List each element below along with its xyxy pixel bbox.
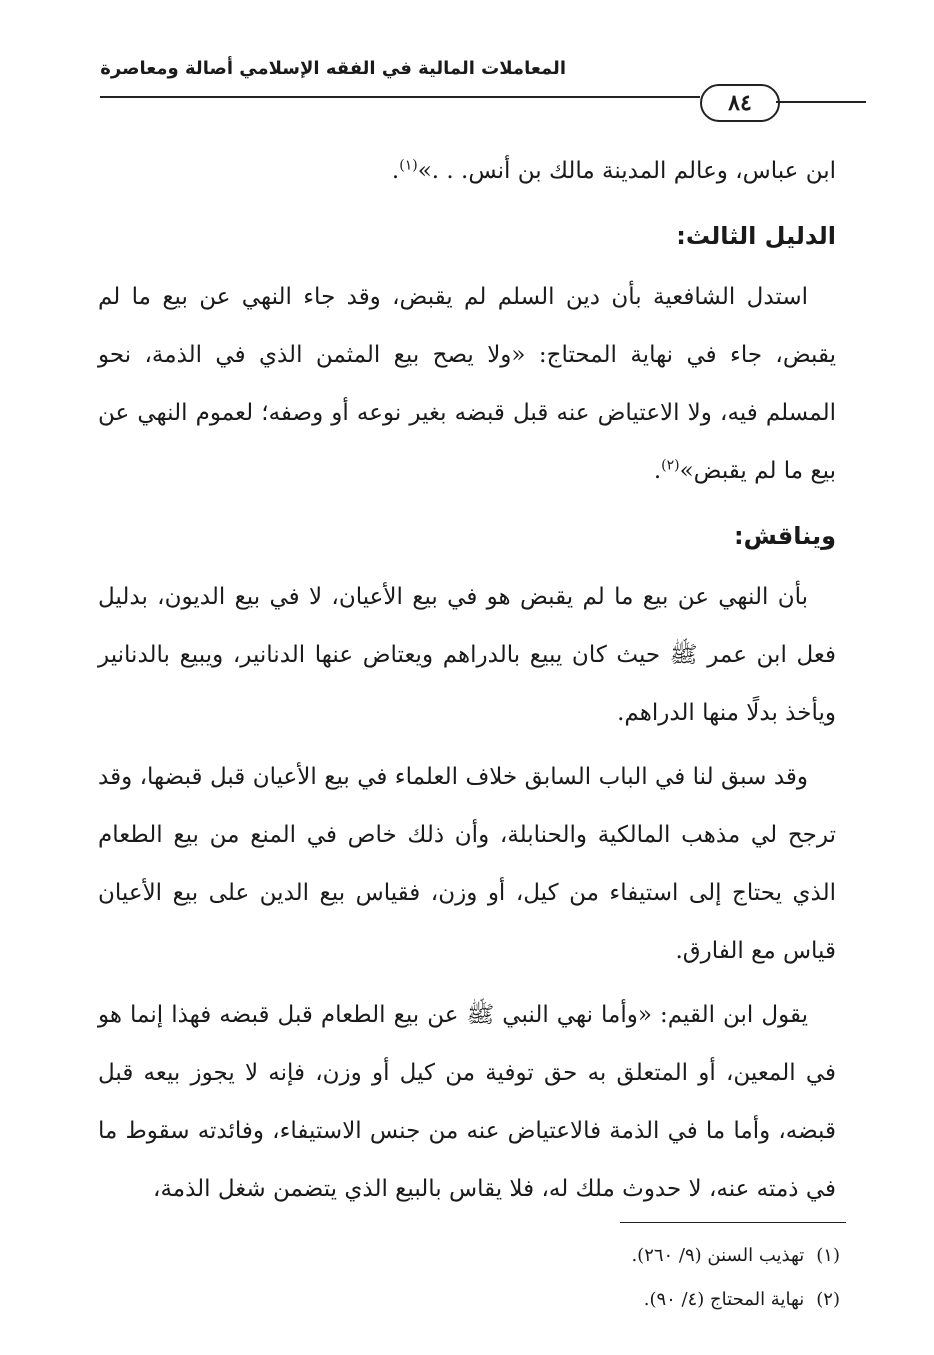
footnote-separator <box>620 1222 846 1223</box>
paragraph-2-text: استدل الشافعية بأن دين السلم لم يقبض، وقد جاء النهي عن بيع ما لم يقبض، جاء في نهاية المحتاج: «ولا يصح بيع المثمن الذي في الذمة، نحو المسلم فيه، ولا الاعتياض عنه قبل قبضه بغير نوعه أو وصفه؛ لعموم النهي عن بيع ما لم يقبض» <box>98 284 836 484</box>
footnote-2-number: (٢) <box>816 1289 840 1310</box>
section-heading-discussion: ويناقش: <box>734 522 836 550</box>
paragraph-1 <box>98 142 836 200</box>
footnote-2-text: نهاية المحتاج (٤/ ٩٠). <box>643 1289 805 1310</box>
footnote-1-text: تهذيب السنن (٩/ ٢٦٠). <box>631 1245 805 1266</box>
footnote-ref-1[interactable]: (١) <box>399 157 418 174</box>
footnote-ref-2[interactable]: (٢) <box>661 457 680 474</box>
paragraph-2 <box>98 268 836 500</box>
footnotes <box>340 1234 840 1322</box>
footnote-1 <box>340 1234 840 1278</box>
paragraph-1-end: . <box>391 158 400 184</box>
header-rule <box>100 96 700 98</box>
footnote-2 <box>340 1278 840 1322</box>
footnote-1-number: (١) <box>816 1245 840 1266</box>
paragraph-3: بأن النهي عن بيع ما لم يقبض هو في بيع الأعيان، لا في بيع الديون، بدليل فعل ابن عمر ﷺ حيث كان يبيع بالدراهم ويعتاض عنها الدنانير، ويبيع بالدنانير ويأخذ بدلًا منها الدراهم. <box>98 584 836 726</box>
body-text <box>98 142 836 1218</box>
paragraph-2-end: . <box>653 458 662 484</box>
page-number: ٨٤ <box>700 84 780 122</box>
section-heading-third-evidence: الدليل الثالث: <box>676 222 836 250</box>
header-rule-right <box>776 101 866 103</box>
paragraph-4: وقد سبق لنا في الباب السابق خلاف العلماء في بيع الأعيان قبل قبضها، وقد ترجح لي مذهب المالكية والحنابلة، وأن ذلك خاص في المنع من بيع الطعام الذي يحتاج إلى استيفاء من كيل، أو وزن، فقياس بيع الدين على بيع الأعيان قياس مع الفارق. <box>98 764 836 964</box>
running-header-title: المعاملات المالية في الفقه الإسلامي أصالة ومعاصرة <box>100 58 566 79</box>
paragraph-5: يقول ابن القيم: «وأما نهي النبي ﷺ عن بيع الطعام قبل قبضه فهذا إنما هو في المعين، أو المتعلق به حق توفية من كيل أو وزن، فإنه لا يجوز بيعه قبل قبضه، وأما ما في الذمة فالاعتياض عنه من جنس الاستيفاء، وفائدته سقوط ما في ذمته عنه، لا حدوث ملك له، فلا يقاس بالبيع الذي يتضمن شغل الذمة، <box>98 1002 836 1202</box>
paragraph-1-text: ابن عباس، وعالم المدينة مالك بن أنس. . .» <box>417 158 836 184</box>
